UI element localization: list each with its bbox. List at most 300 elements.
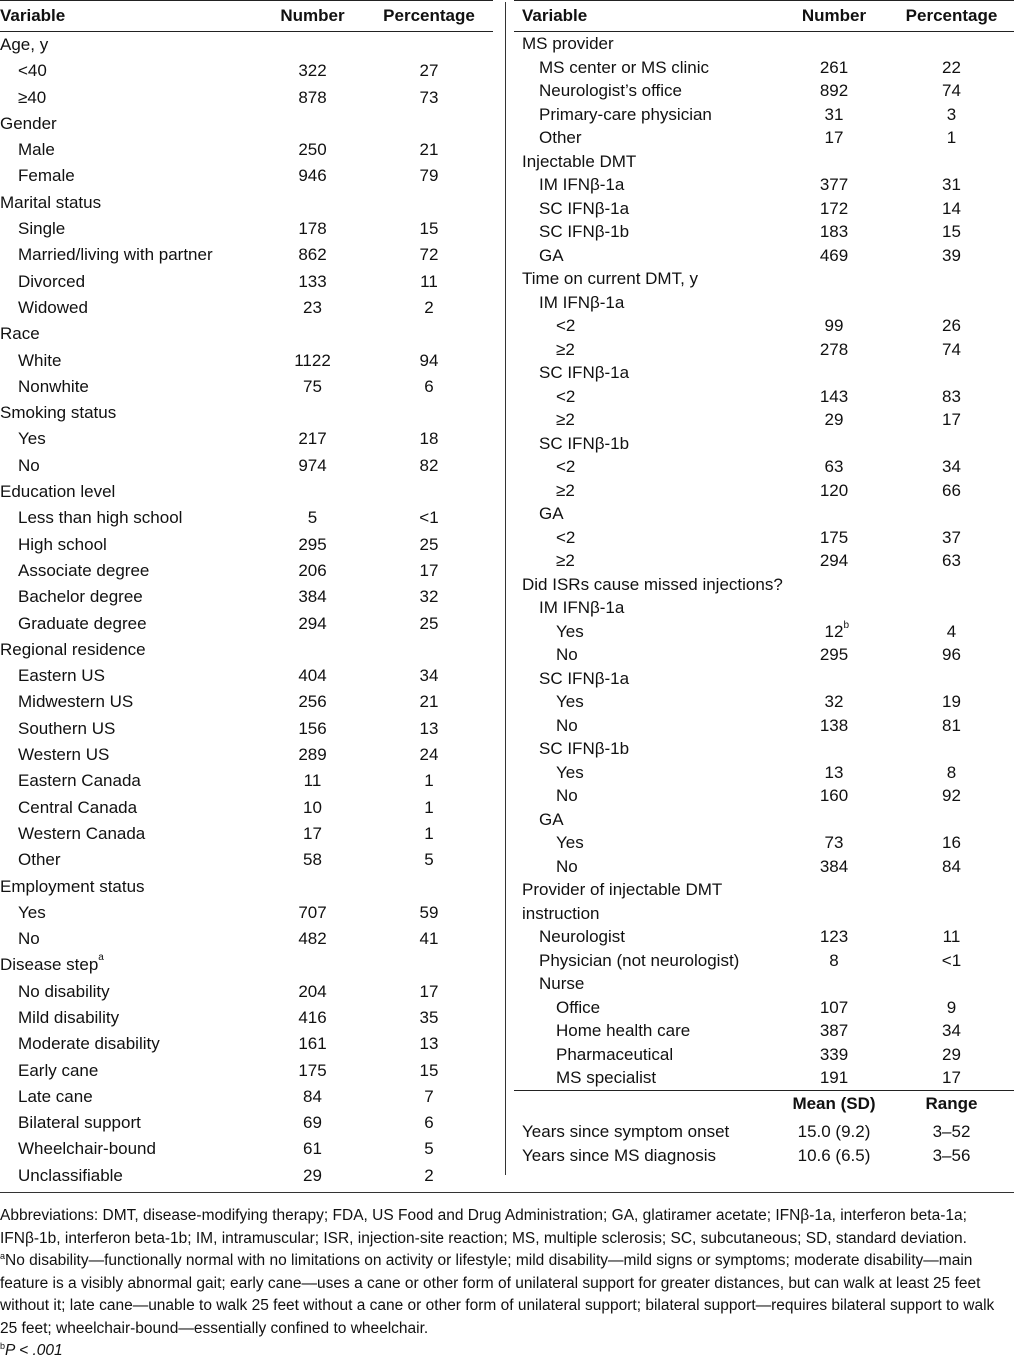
row-percentage: <1 [419,508,439,528]
row-percentage: 8 [946,762,957,782]
row-percentage: 41 [419,929,439,949]
row-number: 294 [298,613,327,633]
row-label: MS provider [522,34,614,53]
left-table-header [0,0,493,32]
row-percentage: 6 [424,376,434,396]
row-percentage: 13 [419,718,439,738]
row-percentage: 94 [419,350,439,370]
row-number: 183 [819,222,849,241]
row-label: Less than high school [18,508,183,528]
table-row [0,1163,493,1189]
row-number: 387 [819,1021,849,1040]
row-label: GA [539,245,564,265]
row-number: 295 [298,534,327,554]
row-label: Central Canada [18,797,138,817]
table-row [514,972,1014,996]
row-label: Neurologist [539,927,625,946]
row-number: 73 [824,833,844,852]
table-row [0,926,493,952]
column-divider [505,2,506,1175]
table-row [514,1043,1014,1067]
row-label: Provider of injectable DMT [522,880,723,899]
row-label: Marital status [0,192,102,212]
row-percentage: 82 [419,455,439,475]
table-row [0,768,493,794]
row-percentage: 84 [942,856,961,876]
row-label: Female [18,166,75,186]
row-number: 17 [303,823,322,843]
table-row [0,847,493,873]
row-percentage: 15 [419,1060,439,1080]
row-percentage: 34 [942,1021,961,1040]
footnote-a [0,1250,1012,1340]
row-percentage: 11 [420,271,438,291]
table-row [0,1136,493,1162]
row-number: 289 [298,745,327,765]
table-row [514,197,1014,221]
category-row [0,637,493,663]
row-percentage: 96 [942,645,961,664]
table-row [514,291,1014,315]
row-percentage: 1 [424,797,434,817]
row-label: IM IFNβ-1a [539,175,625,194]
row-label: Moderate disability [18,1034,160,1054]
row-percentage: 5 [424,1139,434,1159]
row-label: instruction [522,903,600,923]
table-row [514,79,1014,103]
right-table-header [514,0,1014,32]
row-percentage: 6 [424,1113,434,1133]
row-percentage: 1 [946,128,957,147]
row-number: 138 [819,715,849,735]
row-percentage: 27 [419,61,439,81]
row-label: MS center or MS clinic [539,57,710,77]
row-label: Yes [18,902,46,922]
footnote-a-marker: a [0,1251,6,1261]
table-row [514,103,1014,127]
row-label: Nonwhite [18,376,89,396]
row-number: 29 [303,1165,322,1185]
row-label: Pharmaceutical [556,1044,674,1064]
header-number: Number [280,6,345,25]
row-number: 322 [298,61,327,81]
row-range: 3–56 [932,1146,971,1165]
row-percentage: 79 [419,166,439,186]
table-row [514,502,1014,526]
row-label: Smoking status [0,403,117,423]
row-percentage: 34 [419,666,439,686]
row-label: Eastern Canada [18,771,141,791]
category-row [514,878,1014,902]
row-label: Time on current DMT, y [522,269,699,288]
row-number: 12 b [824,619,850,641]
row-number: 191 [819,1068,849,1087]
row-label: Late cane [18,1086,93,1106]
table-row [0,663,493,689]
row-percentage: 22 [942,57,961,77]
table-row [514,925,1014,949]
row-label: Western US [18,745,110,765]
row-number: 172 [819,198,849,218]
row-label: Early cane [18,1060,99,1080]
table-row [0,795,493,821]
row-label: Single [18,219,66,239]
row-number: 99 [824,316,844,335]
category-row [0,952,493,978]
row-label: Unclassifiable [18,1165,123,1185]
row-percentage: 17 [419,981,439,1001]
row-label: No disability [18,981,110,1001]
category-row [0,32,493,58]
row-number: 178 [298,219,327,239]
row-percentage: 72 [419,245,439,265]
category-row [0,874,493,900]
row-number: 250 [298,140,327,160]
row-label: MS specialist [556,1068,657,1087]
row-label: No [556,645,578,664]
row-label: Years since symptom onset [522,1121,730,1141]
row-label: Office [556,997,601,1017]
table-row [0,742,493,768]
right-table [514,0,1014,1169]
row-number: 156 [298,718,327,738]
row-label: SC IFNβ-1a [539,363,630,382]
row-label: <2 [556,316,576,335]
category-row [514,150,1014,174]
row-label: Associate degree [18,560,150,580]
table-row [0,58,493,84]
footnote-b [0,1340,1012,1363]
header-variable: Variable [522,6,588,25]
table-row [514,620,1014,644]
row-number: 31 [824,104,844,124]
row-label: Home health care [556,1021,691,1040]
row-percentage: 83 [942,386,961,406]
table-row [514,244,1014,268]
header-percentage: Percentage [905,6,998,25]
table-row [0,1110,493,1136]
row-label: Physician (not neurologist) [539,950,740,970]
row-number: 17 [824,128,844,147]
row-percentage: 24 [419,745,439,765]
footnote-a-text: No disability—functionally normal with no limitations on activity or lifestyle; mild disability—mild signs or symptoms; moderate disability—main feature is a visibly abnormal gait; early cane—uses a cane or other form of unilateral support for greater distances, but can walk at least 25 feet without it; late cane—unable to walk 25 feet without a cane or other form of unilateral support; bilateral support—requires bilateral support to walk 25 feet; wheelchair-bound—essentially confined to wheelchair. [0,1252,995,1337]
left-table-body [0,32,493,1189]
table-row [0,1084,493,1110]
table-row [514,526,1014,550]
table-row [514,784,1014,808]
table-row [514,361,1014,385]
row-percentage: 81 [942,715,961,735]
superscript-marker: b [843,619,850,631]
row-number: 256 [298,692,327,712]
table-row [0,426,493,452]
table-row [514,385,1014,409]
row-number: 123 [819,927,849,946]
row-percentage: 7 [424,1086,434,1106]
row-number: 120 [819,480,849,500]
row-label: No [18,455,40,475]
row-label: No [556,856,578,876]
row-number: 946 [298,166,327,186]
row-label: Midwestern US [18,692,134,712]
row-label: Married/living with partner [18,245,213,265]
row-label: High school [18,534,107,554]
header-percentage: Percentage [383,6,475,25]
row-number: 469 [819,245,849,265]
row-number: 32 [824,692,844,711]
table-row [0,374,493,400]
row-label: White [18,350,62,370]
table-row [514,714,1014,738]
table-row [0,1058,493,1084]
row-number: 204 [298,981,327,1001]
row-number: 143 [819,386,849,406]
row-percentage: 1 [424,823,434,843]
row-label: SC IFNβ-1b [539,222,630,241]
row-label: Other [18,850,61,870]
table-row [0,505,493,531]
table-row [0,821,493,847]
table-row [514,855,1014,879]
row-percentage: 18 [419,429,439,449]
row-percentage: 15 [419,219,439,239]
row-label: Gender [0,113,57,133]
row-percentage: 25 [419,534,439,554]
row-percentage: 17 [942,410,961,429]
table-row [514,1066,1014,1090]
row-percentage: <1 [941,950,962,970]
table-row [514,479,1014,503]
row-label: ≥2 [556,551,575,570]
row-number: 75 [303,376,322,396]
table-row [0,348,493,374]
table-row [0,979,493,1005]
category-row [514,267,1014,291]
footnote-b-marker: b [0,1341,6,1351]
row-percentage: 15 [942,222,961,241]
row-label: Disease step a [0,952,104,975]
category-row [514,902,1014,926]
row-percentage: 11 [942,927,961,946]
row-percentage: 35 [419,1007,439,1027]
table-row [514,949,1014,973]
row-percentage: 32 [419,587,439,607]
row-label: Injectable DMT [522,151,637,171]
row-number: 278 [819,339,849,359]
row-percentage: 25 [419,613,439,633]
row-label: Years since MS diagnosis [522,1146,717,1165]
table-row [514,432,1014,456]
row-range: 3–52 [932,1121,971,1141]
row-number: 377 [819,175,849,194]
row-label: <2 [556,457,576,476]
row-number: 29 [824,410,844,429]
row-percentage: 5 [424,850,434,870]
row-label: Bilateral support [18,1113,141,1133]
footnote-rule [0,1192,1014,1193]
category-row [0,400,493,426]
table-row [514,549,1014,573]
table-row [0,716,493,742]
row-label: SC IFNβ-1b [539,739,630,758]
row-label: <40 [18,61,47,81]
row-number: 175 [298,1060,327,1080]
row-number: 10 [303,797,322,817]
table-row [514,996,1014,1020]
row-number: 892 [819,81,849,100]
table-row [0,1031,493,1057]
row-number: 384 [819,856,849,876]
table-row [0,242,493,268]
row-percentage: 59 [419,902,439,922]
table-row [0,611,493,637]
row-number: 339 [819,1044,849,1064]
row-label: ≥40 [18,87,47,107]
row-number: 878 [298,87,327,107]
table-row [514,737,1014,761]
row-label: SC IFNβ-1b [539,433,630,453]
row-percentage: 3 [946,104,957,124]
row-label: Bachelor degree [18,587,143,607]
row-percentage: 34 [942,457,961,476]
row-number: 161 [298,1034,327,1054]
table-row [514,690,1014,714]
table-row [514,408,1014,432]
row-number: 8 [829,950,839,970]
row-number: 61 [303,1139,322,1159]
row-percentage: 29 [942,1044,961,1064]
row-number: 416 [298,1007,327,1027]
row-label: ≥2 [556,410,575,429]
row-percentage: 17 [419,560,439,580]
table-row [514,831,1014,855]
category-row [0,190,493,216]
row-label: IM IFNβ-1a [539,598,625,617]
row-number: 63 [824,457,844,476]
row-percentage: 92 [942,786,961,805]
row-number: 974 [298,455,327,475]
row-mean-sd: 10.6 (6.5) [797,1146,871,1165]
row-number: 261 [819,57,849,77]
table-row [0,453,493,479]
table-row [0,532,493,558]
row-label: Western Canada [18,823,146,843]
row-percentage: 74 [942,81,961,100]
row-label: Nurse [539,974,585,993]
table-row [514,667,1014,691]
footnote-b-text: P < .001 [5,1342,63,1359]
table-row [514,173,1014,197]
row-percentage: 39 [942,245,961,265]
table-row [0,900,493,926]
row-label: Neurologist’s office [539,81,683,100]
row-label: No [556,715,578,735]
stats-row [514,1120,1014,1145]
table-row [0,163,493,189]
row-number: 11 [303,771,322,791]
row-label: Regional residence [0,639,146,659]
table-row [514,643,1014,667]
row-percentage: 37 [942,527,961,547]
row-number: 707 [298,902,327,922]
table-row [0,295,493,321]
table-row [514,56,1014,80]
header-mean-sd: Mean (SD) [792,1093,876,1113]
row-percentage: 26 [942,316,961,335]
row-percentage: 13 [419,1034,439,1054]
table-row [0,85,493,111]
row-percentage: 66 [942,480,961,500]
superscript-marker: a [98,952,104,964]
row-percentage: 17 [942,1068,961,1087]
row-label: Southern US [18,718,116,738]
row-label: SC IFNβ-1a [539,198,630,218]
row-label: Widowed [18,297,88,317]
row-label: Mild disability [18,1007,120,1027]
row-number: 384 [298,587,327,607]
table-row [0,269,493,295]
row-label: GA [539,504,564,523]
header-range: Range [925,1093,978,1113]
left-table [0,0,493,1189]
category-row [0,111,493,137]
row-label: Wheelchair-bound [18,1139,156,1159]
row-percentage: 31 [942,175,961,194]
table-row [514,455,1014,479]
row-label: ≥2 [556,339,575,359]
row-percentage: 74 [942,339,961,359]
row-label: Other [539,128,582,147]
row-label: Yes [556,762,584,782]
row-mean-sd: 15.0 (9.2) [797,1121,871,1141]
row-number: 23 [303,297,322,317]
header-number: Number [801,6,867,25]
footnotes [0,1205,1012,1363]
table-row [514,220,1014,244]
row-percentage: 19 [942,692,961,711]
row-label: Divorced [18,271,86,291]
row-number: 862 [298,245,327,265]
row-number: 206 [298,560,327,580]
row-percentage: 4 [946,621,957,641]
row-label: Age, y [0,35,49,54]
stats-row [514,1144,1014,1169]
row-number: 482 [298,929,327,949]
category-row [514,573,1014,597]
category-row [0,479,493,505]
footnote-abbreviations: Abbreviations: DMT, disease-modifying therapy; FDA, US Food and Drug Administration; GA, glatiramer acetate; IFNβ-1a, interferon beta-1a; IFNβ-1b, interferon beta-1b; IM, intramuscular; ISR, injection-site reaction; MS, multiple sclerosis; SC, subcutaneous; SD, standard deviation. [0,1207,967,1247]
row-label: No [18,929,40,949]
row-number: 84 [303,1086,322,1106]
row-number: 58 [303,850,322,870]
row-percentage: 21 [419,692,439,712]
table-row [514,808,1014,832]
row-number: 1122 [294,350,331,370]
row-number: 404 [298,666,327,686]
table-row [514,596,1014,620]
row-label: <2 [556,527,576,547]
row-label: Eastern US [18,666,105,686]
row-label: Male [18,140,55,160]
table-row [0,216,493,242]
table-row [0,558,493,584]
header-variable: Variable [0,6,66,25]
row-percentage: 1 [424,771,434,791]
row-number: 217 [298,429,327,449]
row-label: Education level [0,482,116,502]
row-label: Race [0,324,40,344]
category-row [0,321,493,347]
